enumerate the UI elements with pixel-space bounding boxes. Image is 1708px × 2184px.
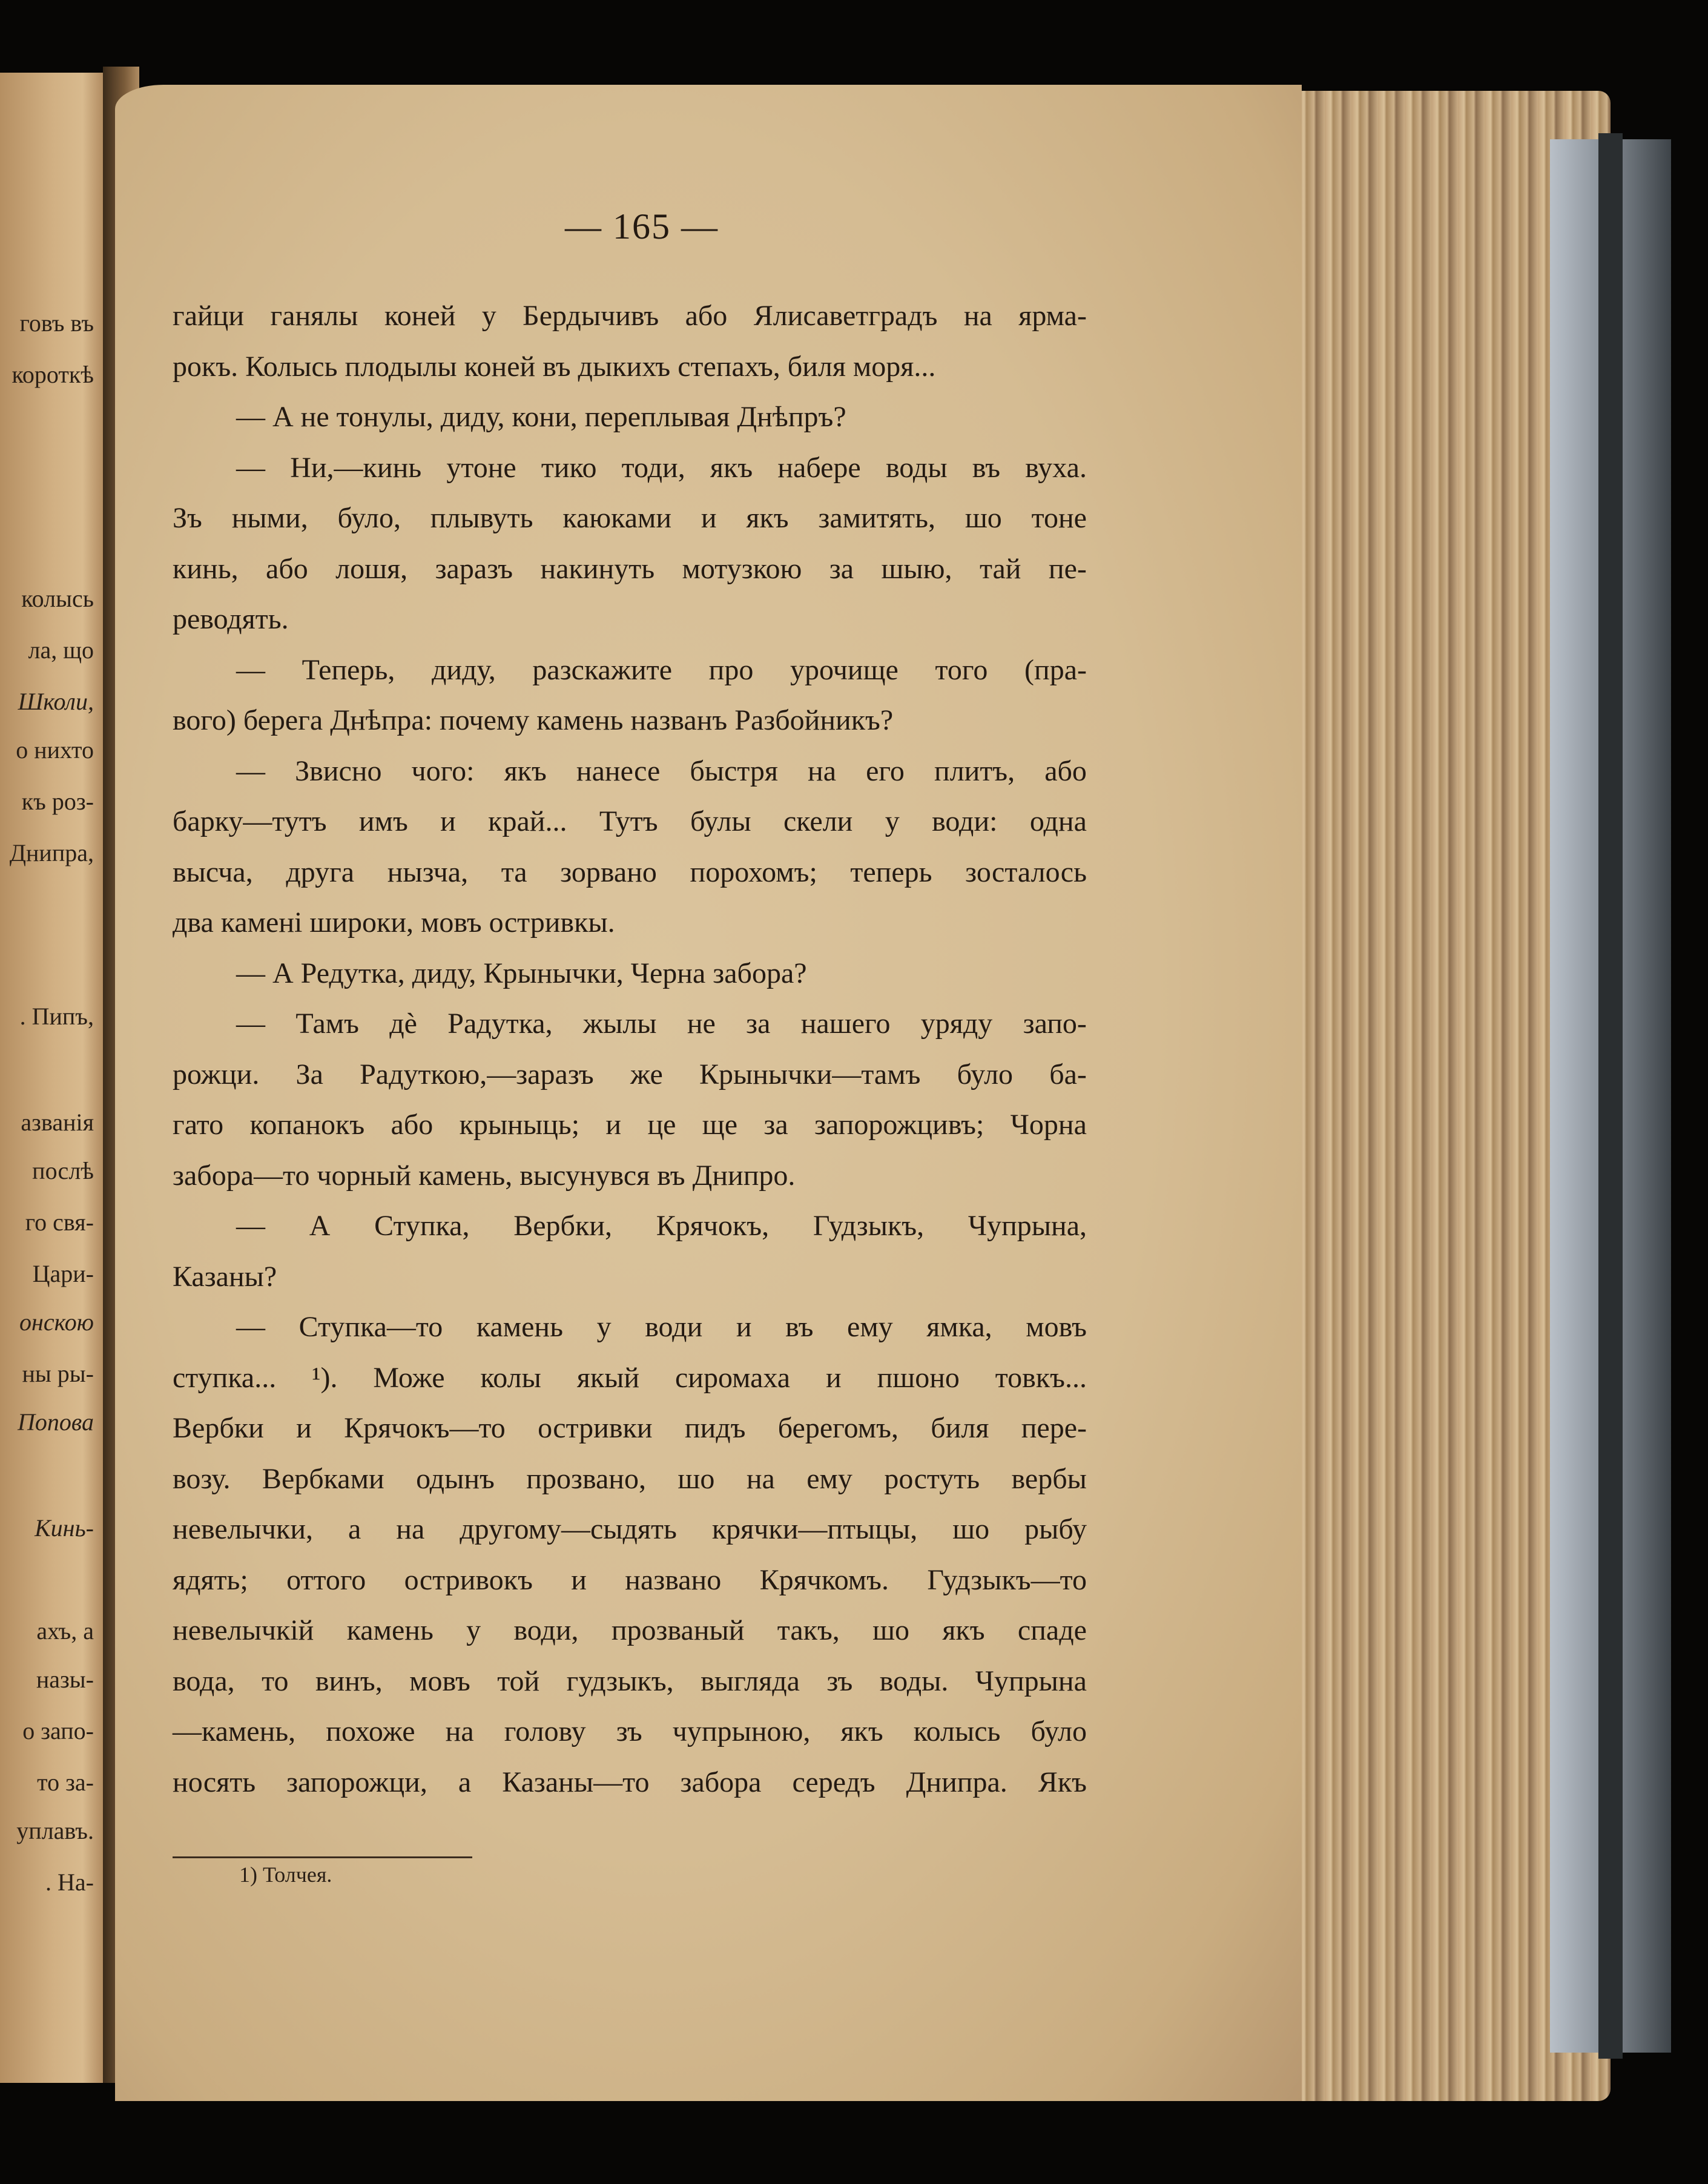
left-page-line: онскою [19, 1308, 94, 1336]
text-line: кинь, або лошя, заразъ накинуть мотузкою за шыю, тай пе- [173, 552, 1087, 585]
left-page-line: говъ въ [19, 309, 94, 337]
text-line: барку—тутъ имъ и край... Тутъ булы скели у води: одна [173, 805, 1087, 837]
text-line: — А не тонулы, диду, кони, переплывая Днѣпръ? [236, 401, 846, 433]
text-line: носять запорожци, а Казаны—то забора середъ Днипра. Якъ [173, 1766, 1087, 1798]
left-page-line: послѣ [32, 1157, 94, 1184]
text-line: забора—то чорный камень, высунувся въ Днипро. [173, 1159, 796, 1192]
left-page-line: . Пипъ, [19, 1003, 94, 1030]
page-number: — 165 — [565, 206, 719, 246]
footnote: 1) Толчея. [239, 1862, 332, 1887]
text-line: гато копанокъ або крыныць; и це ще за запорожцивъ; Чорна [173, 1109, 1087, 1141]
left-page-line: Днипра, [9, 839, 94, 866]
left-page-line: о запо- [22, 1717, 94, 1744]
left-page-line: короткѣ [12, 361, 94, 388]
text-line: Зъ ными, було, плывуть каюками и якъ замитять, шо тоне [173, 502, 1087, 534]
text-line: рожци. За Радуткою,—заразъ же Крынычки—тамъ було ба- [173, 1058, 1087, 1090]
footnote-rule [173, 1856, 472, 1858]
text-line: ядять; оттого остривокъ и названо Крячкомъ. Гудзыкъ—то [173, 1563, 1087, 1596]
left-page-line: о нихто [16, 736, 94, 764]
text-line: возу. Вербками одынъ прозвано, шо на ему ростуть вербы [173, 1462, 1087, 1495]
body-text [173, 291, 1087, 1807]
left-page-line: . На- [45, 1869, 94, 1896]
left-page-line: го свя- [25, 1209, 94, 1236]
text-line: — А Ступка, Вербки, Крячокъ, Гудзыкъ, Чупрына, [236, 1210, 1087, 1242]
text-line: гайци ганялы коней у Бердычивъ або Ялисаветградъ на ярма- [173, 300, 1087, 332]
text-line: ступка... ¹). Може колы якый сиромаха и пшоно товкъ... [173, 1361, 1087, 1394]
text-line: Казаны? [173, 1260, 277, 1293]
left-page-line: Школи, [18, 688, 94, 715]
text-line: — Тамъ дѐ Радутка, жылы не за нашего уряду запо- [236, 1008, 1087, 1040]
text-line: рокъ. Колысь плодылы коней въ дыкихъ степахъ, биля моря... [173, 350, 936, 383]
text-line: — Ни,—кинь утоне тико тоди, якъ набере воды въ вуха. [236, 451, 1087, 484]
text-line: — А Редутка, диду, Крынычки, Черна забора? [236, 957, 807, 989]
text-line: —камень, похоже на голову зъ чупрыною, якъ колысь було [173, 1715, 1087, 1747]
left-page-line: азванiя [21, 1109, 94, 1136]
text-line: вода, то винъ, мовъ той гудзыкъ, выгляда зъ воды. Чупрына [173, 1664, 1087, 1697]
text-line: невелычкiй камень у води, прозваный такъ, шо якъ спаде [173, 1614, 1087, 1646]
left-page-line: уплавъ. [16, 1817, 94, 1844]
left-page-line: ла, що [28, 636, 94, 664]
left-page-line: ны ры- [22, 1360, 94, 1387]
text-line: вого) берега Днѣпра: почему камень названъ Разбойникъ? [173, 704, 894, 736]
left-page-line: колысь [21, 585, 94, 612]
text-line: — Звисно чого: якъ нанесе быстря на его плитъ, або [236, 754, 1087, 787]
left-page-line: къ роз- [21, 788, 94, 815]
text-line: Вербки и Крячокъ—то остривки пидъ берегомъ, биля пере- [173, 1412, 1087, 1444]
left-page-line: назы- [36, 1666, 94, 1693]
text-line: реводять. [173, 603, 289, 635]
left-page-line: то за- [37, 1769, 94, 1796]
text-line: высча, друга нызча, та зорвано порохомъ; теперь зосталось [173, 856, 1087, 888]
text-line: — Ступка—то камень у води и въ ему ямка, мовъ [236, 1311, 1087, 1343]
left-page-line: Цари- [32, 1260, 94, 1287]
text-line: невелычки, а на другому—сыдять крячки—птыцы, шо рыбу [173, 1513, 1087, 1545]
left-page [0, 73, 118, 2083]
book-cover-edge [1598, 133, 1623, 2059]
text-line: — Теперь, диду, разскажите про урочище того (пра- [236, 653, 1087, 686]
left-page-line: Попова [18, 1408, 94, 1436]
text-line: два каменi широки, мовъ остривкы. [173, 906, 615, 939]
left-page-line: Кинь- [35, 1514, 94, 1542]
left-page-line: ахъ, а [36, 1617, 94, 1645]
